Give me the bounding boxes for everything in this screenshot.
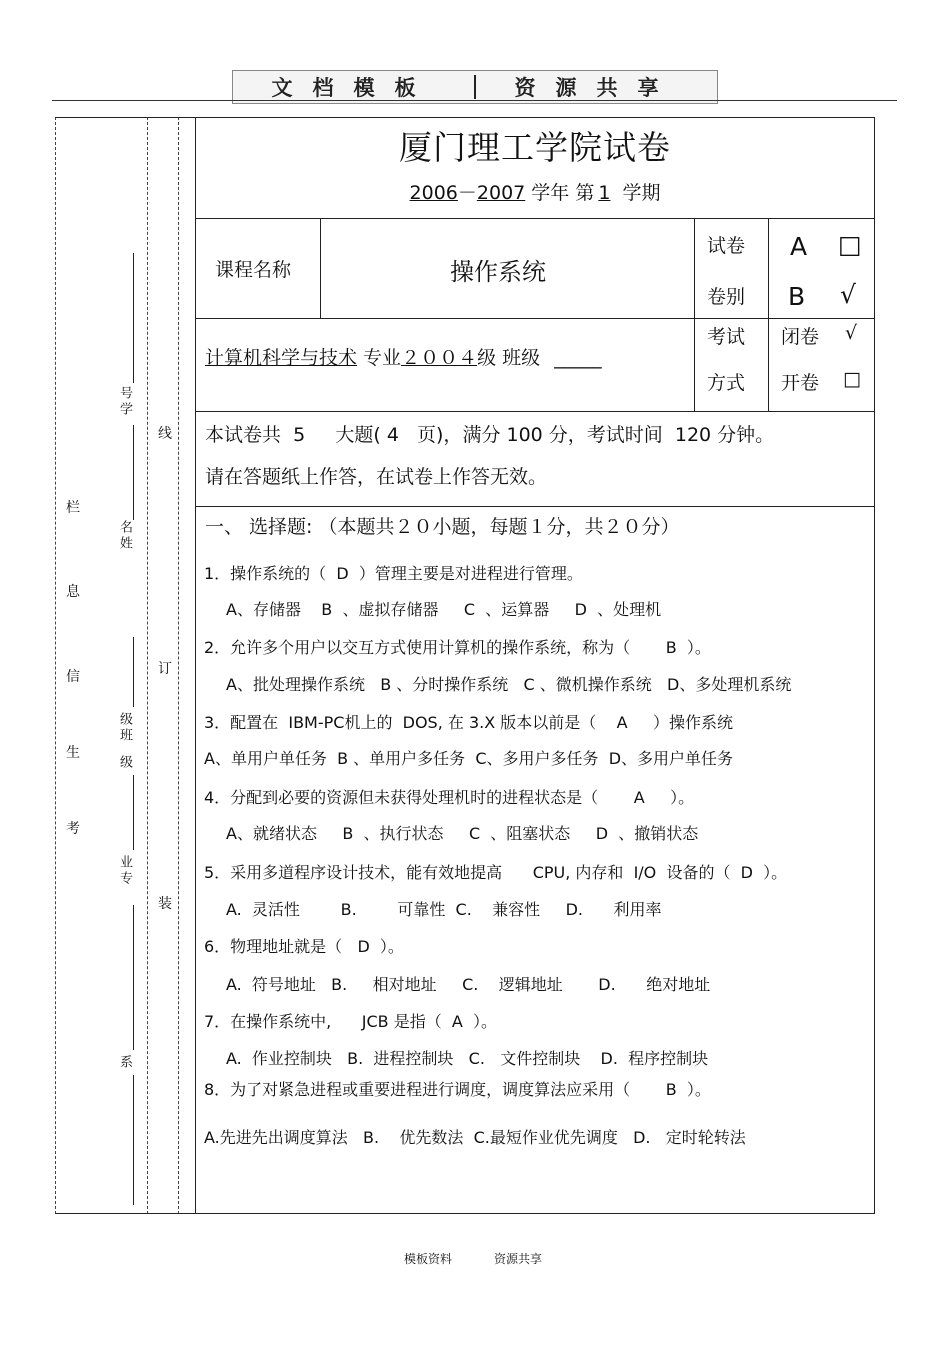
major-line: [205, 343, 602, 370]
question-3: 3．配置在 IBM-PC机上的 DOS, 在 3.X 版本以前是（ A ）操作系统: [204, 713, 733, 732]
strip-top-line: [55, 117, 195, 118]
strip-char: 信: [66, 669, 80, 685]
class-blank: _____: [554, 347, 602, 369]
footer-right: 资源共享: [494, 1252, 543, 1266]
paper-type-a-checkbox: □: [838, 230, 862, 259]
year-start: 2006: [409, 182, 458, 204]
fill-line: [133, 1075, 134, 1205]
year-end: 2007: [476, 182, 526, 204]
exam-method-label-1: 考试: [707, 326, 746, 348]
open-book-checkbox: □: [843, 368, 861, 390]
banner-right-text: 资源共享: [514, 75, 679, 100]
question-6-options: A. 符号地址 B. 相对地址 C. 逻辑地址 D. 绝对地址: [226, 975, 711, 994]
exam-info-line-1: 本试卷共 5 大题( 4 页)，满分 100 分，考试时间 120 分钟。: [205, 424, 775, 446]
question-3-options: A、单用户单任务 B 、单用户多任务 C、多用户多任务 D、多用户单任务: [204, 749, 734, 768]
strip-outer-border: [55, 117, 56, 1214]
year-suffix: 学年 第: [525, 182, 595, 204]
question-7-options: A. 作业控制块 B. 进程控制块 C. 文件控制块 D. 程序控制块: [226, 1049, 709, 1068]
question-5: 5．采用多道程序设计技术，能有效地提高 CPU, 内存和 I/O 设备的（ D ）。: [204, 863, 788, 882]
header-banner: [232, 70, 718, 104]
strip-mid-border: [147, 117, 148, 1214]
paper-type-b-checkmark: √: [840, 280, 856, 309]
course-name: 操作系统: [450, 258, 546, 286]
closed-book-checkmark: √: [845, 322, 858, 344]
question-6: 6．物理地址就是（ D ）。: [204, 937, 404, 956]
academic-term: [195, 178, 875, 205]
term-number: 1: [598, 182, 611, 204]
department-label: 系: [117, 1055, 132, 1071]
strip-char: 线: [158, 426, 172, 442]
major-suffix: 专业: [357, 347, 402, 369]
question-8: 8．为了对紧急进程或重要进程进行调度，调度算法应采用（ B ）。: [204, 1080, 711, 1099]
strip-char: 生: [66, 745, 80, 761]
grade-label: 级: [117, 755, 132, 771]
strip-inner-border: [178, 117, 179, 1214]
question-4: 4．分配到必要的资源但未获得处理机时的进程状态是（ A ）。: [204, 788, 695, 807]
exam-info-line-2: 请在答题纸上作答，在试卷上作答无效。: [205, 466, 548, 488]
strip-bottom-line: [55, 1213, 195, 1214]
paper-type-label-2: 卷别: [707, 286, 746, 308]
term-suffix: 学期: [622, 182, 661, 204]
year-dash: －: [457, 182, 477, 204]
question-2-options: A、批处理操作系统 B 、分时操作系统 C 、微机操作系统 D、多处理机系统: [226, 675, 792, 694]
fill-line: [133, 425, 134, 520]
class-label: 级班: [117, 712, 132, 744]
strip-char: 装: [158, 896, 172, 912]
col-divider: [320, 218, 321, 318]
grade-value: ２００４: [401, 347, 478, 369]
banner-left-text: 文档模板: [271, 75, 436, 100]
row-divider: [195, 218, 875, 219]
major-label: 业专: [117, 855, 132, 887]
col-divider: [768, 218, 769, 411]
open-book-label: 开卷: [781, 372, 820, 394]
fill-line: [133, 775, 134, 850]
section-heading: 一、 选择题: （本题共２０小题，每题１分，共２０分）: [205, 516, 680, 538]
question-5-options: A. 灵活性 B. 可靠性 C. 兼容性 D. 利用率: [226, 900, 662, 919]
question-7: 7．在操作系统中, JCB 是指（ A ）。: [204, 1012, 498, 1031]
course-name-label: 课程名称: [215, 259, 292, 281]
col-divider: [694, 218, 695, 411]
paper-type-b: B: [788, 282, 806, 311]
question-1: 1．操作系统的（ D ）管理主要是对进程进行管理。: [204, 564, 583, 583]
strip-char: 栏: [66, 500, 80, 516]
exam-method-label-2: 方式: [707, 372, 746, 394]
question-4-options: A、就绪状态 B 、执行状态 C 、阻塞状态 D 、撤销状态: [226, 824, 699, 843]
student-id-label: 号学: [117, 386, 132, 418]
question-1-options: A、存储器 B 、虚拟存储器 C 、运算器 D 、处理机: [226, 600, 662, 619]
paper-type-label-1: 试卷: [707, 235, 746, 257]
strip-char: 订: [158, 661, 172, 677]
fill-line: [133, 253, 134, 383]
row-divider: [195, 506, 875, 507]
paper-type-a: A: [790, 232, 808, 261]
question-8-options: A.先进先出调度算法 B. 优先数法 C.最短作业优先调度 D. 定时轮转法: [204, 1128, 746, 1147]
header-rule: [52, 100, 897, 101]
row-divider: [195, 411, 875, 412]
question-2: 2．允许多个用户以交互方式使用计算机的操作系统，称为（ B ）。: [204, 638, 711, 657]
major-name: 计算机科学与技术: [205, 347, 358, 369]
strip-char: 考: [66, 821, 80, 837]
closed-book-label: 闭卷: [781, 326, 820, 348]
exam-title: 厦门理工学院试卷: [399, 128, 671, 167]
row-divider: [195, 318, 875, 319]
fill-line: [133, 905, 134, 1050]
footer-left: 模板资料: [404, 1252, 453, 1266]
fill-line: [133, 637, 134, 707]
grade-suffix: 级 班级: [477, 347, 541, 369]
name-label: 名姓: [117, 520, 132, 552]
strip-char: 息: [66, 584, 80, 600]
